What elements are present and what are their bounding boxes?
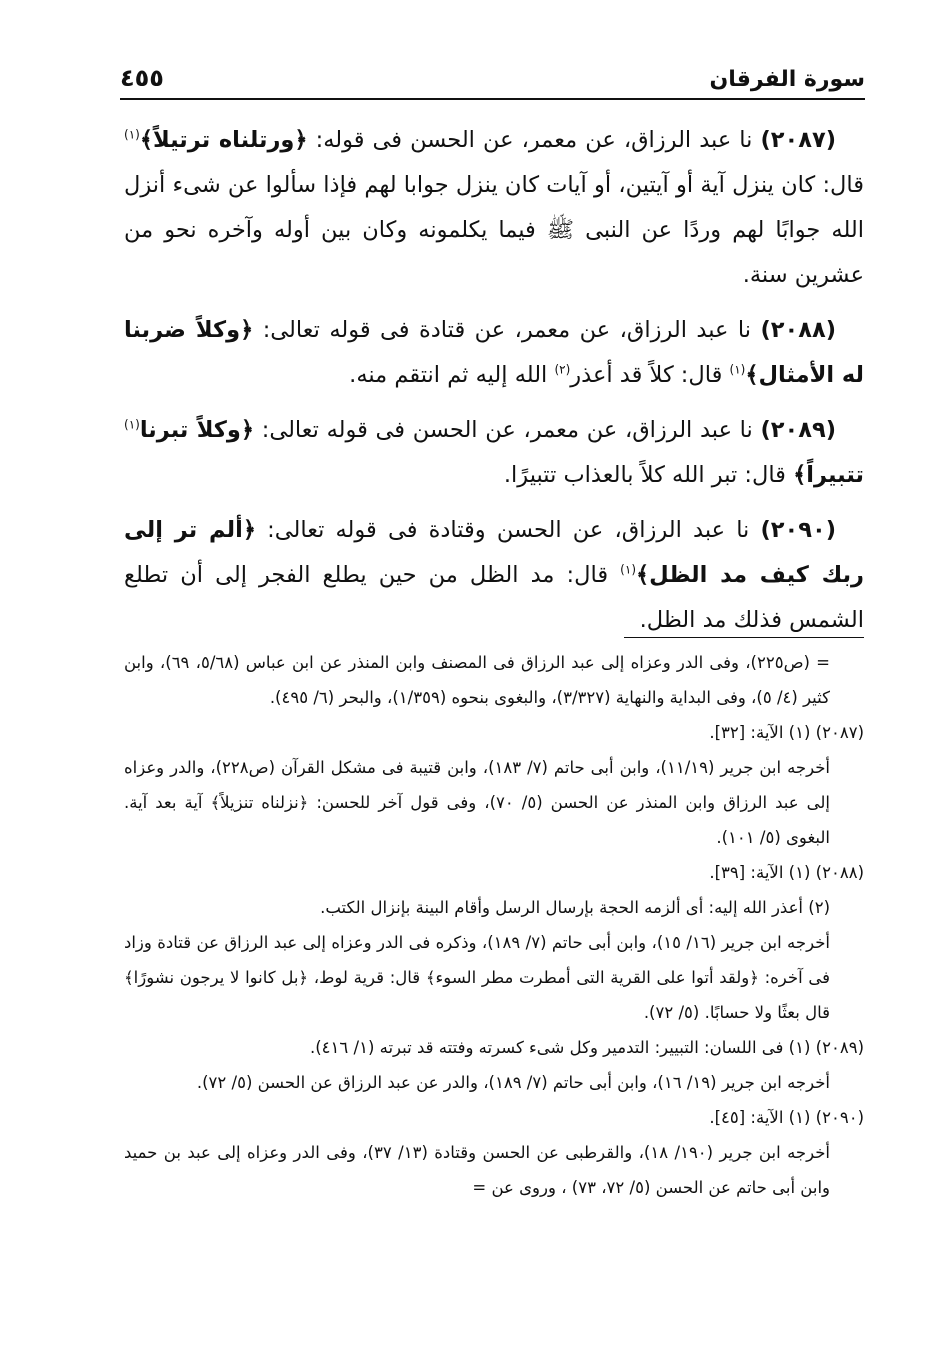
entry-text: نا عبد الرزاق، عن معمر، عن الحسن فى قوله تعالى: xyxy=(254,417,761,443)
quran-verse: تتبيراً﴾ xyxy=(793,462,864,488)
quran-verse: ﴿ألم تر إلى ربك كيف مد الظل﴾ xyxy=(124,517,864,588)
footnote-marker: (١) xyxy=(620,562,636,577)
entry-text: نا عبد الرزاق، عن معمر، عن الحسن فى قوله: xyxy=(307,127,761,153)
entry-text: نا عبد الرزاق، عن الحسن وقتادة فى قوله تعالى: xyxy=(256,517,761,543)
entry-text: قال: كان ينزل آية أو آيتين، أو آيات كان ينزل جوابا لهم فإذا سألوا عن شىء أنزل الله جوابًا لهم وردًا عن النبى ﷺ فيما يكلمونه وكان بين أوله وآخره نحو من عشرين سنة. xyxy=(124,172,864,288)
entry-2089 xyxy=(124,408,864,498)
footnote-marker: (١) xyxy=(124,127,140,142)
entry-number: (٢٠٨٨) xyxy=(760,317,836,343)
entry-number: (٢٠٨٧) xyxy=(760,127,836,153)
entry-text: نا عبد الرزاق، عن معمر، عن قتادة فى قوله تعالى: xyxy=(253,317,761,343)
page-number: ٤٥٥ xyxy=(120,64,164,92)
footnote-marker: (١) xyxy=(729,362,746,377)
footnote-line: أخرجه ابن جرير (١٩/ ١٦)، وابن أبى حاتم (٧/ ١٨٩)، والدر عن عبد الرزاق عن الحسن (٥/ ٧٢). xyxy=(196,1073,830,1092)
footnote-line: (٢٠٨٨) (١) الآية: [٣٩]. xyxy=(709,863,864,882)
entry-number: (٢٠٩٠) xyxy=(760,517,836,543)
footnote-marker: (١) xyxy=(124,417,140,432)
entry-text: قال: كلاً قد أعذر xyxy=(570,362,730,388)
footnote-divider xyxy=(624,637,864,638)
footnote-line: أخرجه ابن جرير (١٦/ ١٥)، وابن أبى حاتم (٧/ ١٨٩)، وذكره فى الدر وعزاه إلى عبد الرزاق عن قتادة وزاد فى آخره: ﴿ولقد أتوا على القرية التى أمطرت مطر السوء﴾ قال: قرية لوط، ﴿بل كانوا لا يرجون نشورًا﴾ قال بعثًا ولا حسابًا. (٥/ ٧٢). xyxy=(124,933,830,1022)
footnote-line: (٢٠٨٩) (١) فى اللسان: التبيير: التدمير وكل شىء كسرته وفتته قد تبرته (١/ ٤١٦). xyxy=(309,1038,864,1057)
footnote-line: أخرجه ابن جرير (١٩٠/ ١٨)، والقرطبى عن الحسن وقتادة (١٣/ ٣٧)، وفى الدر وعزاه إلى عبد بن حميد وابن أبى حاتم عن الحسن (٥/ ٧٢، ٧٣) ، وروى عن = xyxy=(124,1143,830,1197)
entry-2088 xyxy=(124,308,864,398)
entry-number: (٢٠٨٩) xyxy=(760,417,837,443)
entry-text: الله إليه ثم انتقم منه. xyxy=(349,362,555,388)
footnote-line: (٢) أعذر الله إليه: أى ألزمه الحجة بإرسال الرسل وأقام البينة بإنزال الكتب. xyxy=(320,898,830,917)
quran-verse: ﴿وكلاً تبرنا xyxy=(139,417,255,443)
entry-text: قال: تبر الله كلاً بالعذاب تتبيرًا. xyxy=(503,462,794,488)
main-text xyxy=(124,118,864,653)
footnote-marker: (٢) xyxy=(554,362,571,377)
entry-text: قال: مد الظل من حين يطلع الفجر إلى أن تطلع الشمس فذلك مد الظل. xyxy=(124,562,864,633)
footnote-line: (٢٠٨٧) (١) الآية: [٣٢]. xyxy=(709,723,864,742)
entry-2090 xyxy=(124,508,864,643)
footnote-line: أخرجه ابن جرير (١١/١٩)، وابن أبى حاتم (٧/ ١٨٣)، وابن قتيبة فى مشكل القرآن (ص٢٢٨)، والدر وعزاه إلى عبد الرزاق وابن المنذر عن الحسن (٥/ ٧٠)، وفى قول آخر للحسن: ﴿نزلناه تنزيلاً﴾ آية بعد آية. البغوى (٥/ ١٠١). xyxy=(124,758,831,847)
quran-verse: ﴿ورتلناه ترتيلاً﴾ xyxy=(139,127,308,153)
quran-verse: ﴿وكلاً ضربنا له الأمثال﴾ xyxy=(124,317,864,388)
page-header xyxy=(120,60,865,100)
surah-title: سورة الفرقان xyxy=(709,67,865,92)
footnotes xyxy=(124,645,864,1205)
footnote-line: (٢٠٩٠) (١) الآية: [٤٥]. xyxy=(709,1108,864,1127)
footnote-line: = (ص٢٢٥)، وفى الدر وعزاه إلى عبد الرزاق فى المصنف وابن المنذر عن ابن عباس (٥/٦٨، ٦٩)، وابن كثير (٤/ ٥)، وفى البداية والنهاية (٣/٣٢٧)، والبغوى بنحوه (١/٣٥٩)، والبحر (٦/ ٤٩٥). xyxy=(124,653,830,707)
entry-2087 xyxy=(124,118,864,298)
